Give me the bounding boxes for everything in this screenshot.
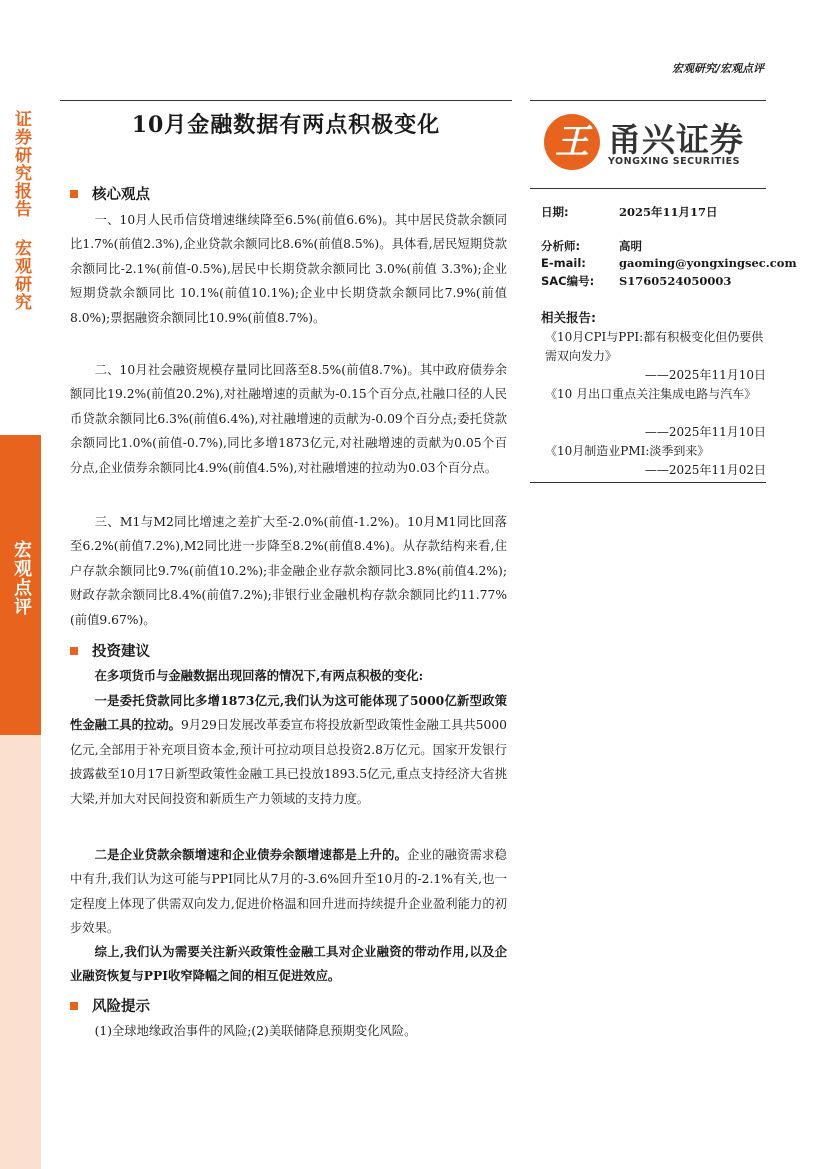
square-bullet-icon <box>70 190 78 198</box>
divider <box>530 188 766 189</box>
invest-lead <box>70 664 507 688</box>
sidebar-label-research: 证券研究报告 宏观研究 <box>11 110 31 311</box>
invest-para-2-bold: 二是企业贷款余额增速和企业债券余额增速都是上升的。 <box>94 847 408 862</box>
page-title: 10月金融数据有两点积极变化 <box>131 112 441 138</box>
related-reports-title: 相关报告: <box>541 310 596 325</box>
invest-lead-text: 在多项货币与金融数据出现回落的情况下,有两点积极的变化: <box>94 668 424 683</box>
section-investment-advice <box>70 640 150 661</box>
related-report-1[interactable]: 《10月CPI与PPI:都有积极变化但仍要供需双向发力》 <box>545 330 764 363</box>
related-report-2[interactable]: 《10 月出口重点关注集成电路与汽车》 <box>545 387 757 401</box>
invest-para-3 <box>70 940 507 989</box>
core-para-3: 三、M1与M2同比增速之差扩大至-2.0%(前值-1.2%)。10月M1同比回落至6.2%(前值7.2%),M2同比进一步降至8.2%(前值8.4%)。从存款结构来看,住户存款余额同比9.7%(前值10.2%);非金融企业存款余额同比3.8%(前值4.2%);财政存款余额同比8.4%(前值7.2%);非银行业金融机构存款余额同比约11.77%(前值9.67%)。 <box>70 515 507 627</box>
square-bullet-icon <box>70 1002 78 1010</box>
core-para-2: 二、10月社会融资规模存量同比回落至8.5%(前值8.7%)。其中政府债券余额同比19.2%(前值20.2%),对社融增速的贡献为-0.15个百分点,社融口径的人民币贷款余额同比6.3%(前值6.4%),对社融增速的贡献为-0.09个百分点;委托贷款余额同比1.0%(前值-0.7%),同比多增1873亿元,对社融增速的贡献为0.05个百分点,企业债券余额同比4.9%(前值4.5%),对社融增速的拉动为0.03个百分点。 <box>70 363 507 475</box>
related-report-3[interactable]: 《10月制造业PMI:淡季到来》 <box>545 444 710 458</box>
sidebar-bottom <box>0 735 41 1169</box>
analyst-value: 高明 <box>619 239 642 253</box>
logo-name: 甬兴证券 <box>608 120 744 159</box>
invest-para-1-bold: 一是委托贷款同比多增1873亿元,我们认为这可能体现了5000亿新型政策性金融工具的拉动。 <box>70 693 507 733</box>
square-bullet-icon <box>70 647 78 655</box>
sac-label: SAC编号: <box>541 274 595 288</box>
invest-para-2 <box>70 843 507 941</box>
header-category-tag: 宏观研究/宏观点评 <box>671 62 764 75</box>
divider <box>60 100 512 101</box>
risk-text: (1)全球地缘政治事件的风险;(2)美联储降息预期变化风险。 <box>94 1024 417 1038</box>
divider <box>530 482 766 483</box>
related-report-2-date: ——2025年11月10日 <box>644 425 766 439</box>
invest-para-3-bold: 综上,我们认为需要关注新兴政策性金融工具对企业融资的带动作用,以及企业融资恢复与PPI收窄降幅之间的相互促进效应。 <box>70 944 507 984</box>
section-title: 风险提示 <box>92 999 150 1015</box>
analyst-sac <box>541 273 731 289</box>
section-risk <box>70 995 150 1016</box>
company-logo <box>544 112 769 174</box>
analyst-label: 分析师: <box>541 239 581 253</box>
date-label: 日期: <box>541 205 569 219</box>
invest-para-1-rest: 9月29日发展改革委宣布将投放新型政策性金融工具共5000亿元,全部用于补充项目资本金,预计可拉动项目总投资2.8万亿元。国家开发银行披露截至10月17日新型政策性金融工具已投放1893.5亿元,重点支持经济大省挑大梁,并加大对民间投资和新质生产力领域的支持力度。 <box>70 718 507 806</box>
invest-para-2-rest: 企业的融资需求稳中有升,我们认为这可能与PPI同比从7月的-3.6%回升至10月的-2.1%有关,也一定程度上体现了供需双向发力,促进价格温和回升进而持续提升企业盈利能力的初步效果。 <box>70 848 507 936</box>
date-value: 2025年11月17日 <box>619 205 718 219</box>
analyst <box>541 238 642 254</box>
related-report-1-date: ——2025年11月10日 <box>644 368 766 382</box>
email-value[interactable]: gaoming@yongxingsec.com <box>619 256 797 270</box>
logo-mark-icon: 王 <box>544 114 600 170</box>
sac-value: S1760524050003 <box>619 274 732 288</box>
divider <box>530 100 766 101</box>
analyst-email <box>541 256 797 270</box>
logo-english-name: YONGXING SECURITIES <box>608 156 740 167</box>
related-report-3-date: ——2025年11月02日 <box>644 463 766 477</box>
report-date <box>541 204 718 220</box>
section-title: 投资建议 <box>92 644 150 660</box>
section-core-views <box>70 183 150 204</box>
core-para-1: 一、10月人民币信贷增速继续降至6.5%(前值6.6%)。其中居民贷款余额同比1.7%(前值2.3%),企业贷款余额同比8.6%(前值8.5%)。具体看,居民短期贷款余额同比-2.1%(前值-0.5%),居民中长期贷款余额同比 3.0%(前值 3.3%);企业短期贷款余额同比 10.1%(前值10.1%);企业中长期贷款余额同比7.9%(前值8.0%);票据融资余额同比10.9%(前值8.7%)。 <box>70 213 507 325</box>
invest-para-1 <box>70 689 507 811</box>
section-title: 核心观点 <box>92 187 150 203</box>
email-label: E-mail: <box>541 256 586 270</box>
sidebar-label-type: 宏观点评 <box>11 540 32 616</box>
